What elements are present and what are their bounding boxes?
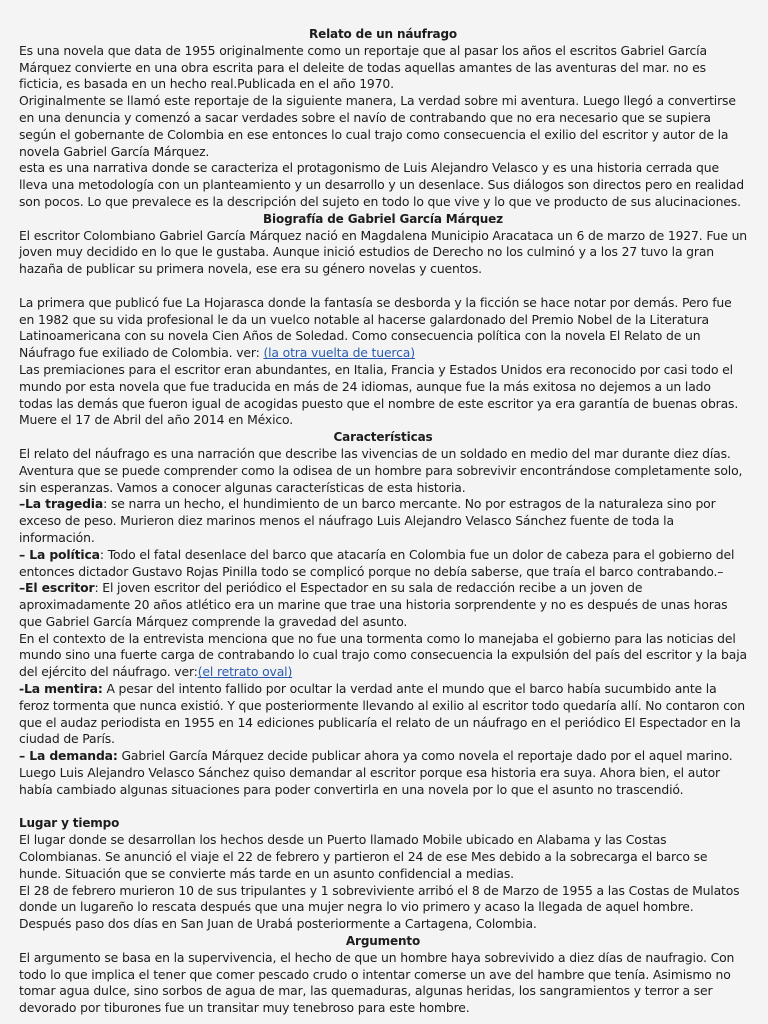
- demanda-text: Gabriel García Márquez decide publicar ahora ya como novela el reportaje dado por el aquel marino. Luego Luis Alejandro Velasco Sánchez quiso demandar al escritor porque esa historia era suya. Ahora bien, el autor había cambiado algunas situaciones para poder convertirla en una novela por lo que el asunto no trascendió.: [19, 748, 733, 797]
- politica-lead: – La política: [19, 546, 100, 562]
- paragraph-spacer: [19, 278, 747, 295]
- item-demanda: [19, 748, 747, 798]
- link-la-otra-vuelta-de-tuerca[interactable]: (la otra vuelta de tuerca): [263, 345, 415, 361]
- mentira-text: A pesar del intento fallido por ocultar la verdad ante el mundo que el barco había sucumbido ante la feroz tormenta que nunca existió. Y que posteriormente llevando al exilio al escritor todo quedaría allí. No contaron con que el audaz periodista en 1955 en 14 ediciones publicaría el relato de un náufrago en el periódico El Espectador en la ciudad de París.: [19, 681, 745, 747]
- argumento-paragraph-1: El argumento se basa en la supervivencia, el hecho de que un hombre haya sobrevivido a diez días de naufragio. Con todo lo que implica el tener que comer pescado crudo o intentar comerse un ave del hambre que tenía. Asimismo no tomar agua dulce, sino sorbos de agua de mar, las quemaduras, algunas heridas, los sangramientos y terror a ser devorado por tiburones fue un transitar muy tenebroso para este hombre.: [19, 949, 735, 1016]
- contexto-paragraph: [19, 631, 747, 681]
- demanda-lead: – La demanda:: [19, 748, 118, 764]
- relato-paragraph-2: Originalmente se llamó este reportaje de la siguiente manera, La verdad sobre mi aventura. Luego llegó a convertirse en una denuncia y comenzó a sacar verdades sobre el navío de contrabando que no era necesario que se supiera según el gobernante de Colombia en ese entonces lo cual trajo como consecuencia el exilio del escritor y autor de la novela Gabriel García Márquez.: [19, 93, 736, 159]
- title-relato: Relato de un náufrago: [308, 27, 458, 41]
- link-el-retrato-oval[interactable]: (el retrato oval): [197, 664, 293, 680]
- escritor-text: : El joven escritor del periódico el Espectador en su sala de redacción recibe a un joven de aproximadamente 20 años atlético era un marine que trae una historia sorprendente y no es después de unas horas que Gabriel García Márquez comprende la gravedad del asunto.: [19, 580, 728, 629]
- politica-text: : Todo el fatal desenlace del barco que atacaría en Colombia fue un dolor de cabeza para el gobierno del entonces dictador Gustavo Rojas Pinilla todo se complicó porque no debía saberse, que traía el barco contrabando.–: [19, 546, 735, 579]
- relato-paragraph-1: Es una novela que data de 1955 originalmente como un reportaje que al pasar los años el escritos Gabriel García Márquez convierte en una obra escrita para el deleite de todas aquellas amantes de las aventuras del mar. no es ficticia, es basada en un hecho real.Publicada en el año 1970.: [19, 42, 707, 92]
- lugar-paragraph-2: El 28 de febrero murieron 10 de sus tripulantes y 1 sobreviviente arribó el 8 de Marzo de 1955 a las Costas de Mulatos donde un lugareño lo rescata después que una mujer negra lo vio primero y acaso la llegada de aquel hombre. Después paso dos días en San Juan de Urabá posteriormente a Cartagena, Colombia.: [19, 882, 740, 932]
- lugar-paragraph-1: El lugar donde se desarrollan los hechos desde un Puerto llamado Mobile ubicado en Alabama y las Costas Colombianas. Se anunció el viaje el 22 de febrero y partieron el 24 de ese Mes debido a la sobrecarga el barco se hunde. Situación que se convierte más tarde en un asunto confidencial a medias.: [19, 832, 708, 881]
- title-argumento: Argumento: [345, 934, 421, 949]
- item-mentira: [19, 681, 747, 748]
- relato-paragraph-3: esta es una narrativa donde se caracteriza el protagonismo de Luis Alejandro Velasco y es una historia cerrada que lleva una metodología con un planteamiento y un desarrollo y un desenlace. Sus diálogos son directos pero en realidad son pocos. Lo que prevalece es la descripción del sujeto en todo lo que vive y lo que ve producto de sus alucinaciones.: [19, 160, 744, 209]
- tragedia-lead: –La tragedia: [19, 496, 104, 512]
- item-politica: [19, 547, 747, 581]
- biografia-paragraph-1: El escritor Colombiano Gabriel García Márquez nació en Magdalena Municipio Aracataca un 6 de marzo de 1927. Fue un joven muy decidido en lo que le gustaba. Aunque inició estudios de Derecho no los culminó y a los 27 tuvo la gran hazaña de publicar su primera novela, ese era su género novelas y cuentos.: [19, 227, 748, 277]
- escritor-lead: –El escritor: [19, 580, 95, 596]
- caracteristicas-intro: El relato del náufrago es una narración que describe las vivencias de un soldado en medio del mar durante diez días. Aventura que se puede comprender como la odisea de un hombre para sobrevivir encontrándose completamente solo, sin esperanzas. Vamos a conocer algunas características de esta historia.: [19, 445, 743, 495]
- paragraph-spacer: [19, 799, 747, 816]
- title-lugar-y-tiempo: Lugar y tiempo: [19, 816, 120, 831]
- item-escritor: [19, 580, 747, 630]
- title-biografia: Biografía de Gabriel García Márquez: [263, 211, 503, 226]
- mentira-lead: -La mentira:: [19, 681, 103, 697]
- item-tragedia: [19, 496, 747, 546]
- biografia-paragraph-2-text: La primera que publicó fue La Hojarasca donde la fantasía se desborda y la ficción se hace notar por demás. Pero fue en 1982 que su vida profesional le da un vuelco notable al hacerse galardonado del Premio Nobel de la Literatura Latinoamericana con su novela Cien Años de Soledad. Como consecuencia política con la novela El Relato de un Náufrago fue exiliado de Colombia. ver:: [19, 294, 732, 361]
- tragedia-text: : se narra un hecho, el hundimiento de un barco mercante. No por estragos de la naturaleza sino por exceso de peso. Murieron diez marinos menos el náufrago Luis Alejandro Velasco Sánchez fuente de toda la información.: [19, 496, 716, 545]
- biografia-paragraph-3: Las premiaciones para el escritor eran abundantes, en Italia, Francia y Estados Unidos era reconocido por casi todo el mundo por esta novela que fue traducida en más de 24 idiomas, aunque fue la más exitosa no dejemos a un lado todas las demás que fueron igual de acogidas puesto que el nombre de este escritor ya era garantía de buenas obras. Muere el 17 de Abril del año 2014 en México.: [19, 361, 739, 428]
- biografia-paragraph-2: [19, 295, 747, 362]
- title-caracteristicas: Características: [333, 430, 433, 445]
- contexto-text: En el contexto de la entrevista menciona que no fue una tormenta como lo manejaba el gobierno para las noticias del mundo sino una fuerte carga de contrabando lo cual trajo como consecuencia la expulsión del país del escritor y la baja del ejército del náufrago. ver:: [19, 630, 747, 680]
